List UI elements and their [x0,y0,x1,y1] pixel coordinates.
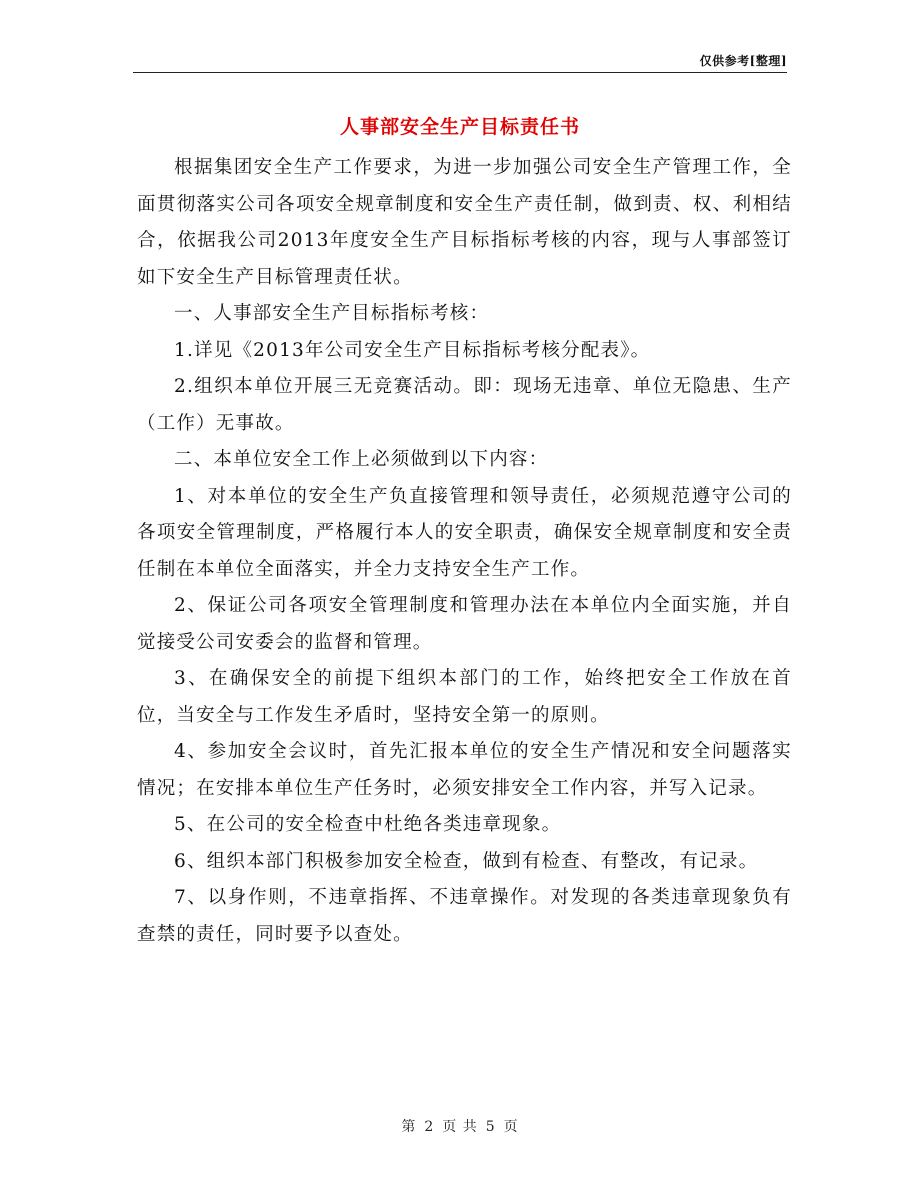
paragraph-item: 2、保证公司各项安全管理制度和管理办法在本单位内全面实施，并自觉接受公司安委会的监督和管理。 [137,595,792,653]
paragraph-item: 4、参加安全会议时，首先汇报本单位的安全生产情况和安全问题落实情况；在安排本单位生产任务时，必须安排安全工作内容，并写入记录。 [137,741,792,799]
footer-suffix: 页 [503,1119,519,1135]
paragraph-item: 1.详见《2013年公司安全生产目标指标考核分配表》。 [174,339,651,361]
section-heading-1: 一、人事部安全生产目标指标考核： [174,303,490,324]
page-footer [0,1116,920,1136]
footer-prefix: 第 [401,1119,417,1135]
paragraph-intro: 根据集团安全生产工作要求，为进一步加强公司安全生产管理工作，全面贯彻落实公司各项安全规章制度和安全生产责任制，做到责、权、利相结合，依据我公司2013年度安全生产目标指标考核的内容，现与人事部签订如下安全生产目标管理责任状。 [137,157,792,288]
page-header [133,52,787,73]
paragraph-item: 6、组织本部门积极参加安全检查，做到有检查、有整改，有记录。 [174,850,759,872]
document-body [137,150,792,953]
paragraph-item: 2.组织本单位开展三无竞赛活动。即：现场无违章、单位无隐患、生产（工作）无事故。 [137,376,792,434]
paragraph-item: 1、对本单位的安全生产负直接管理和领导责任，必须规范遵守公司的各项安全管理制度，严格履行本人的安全职责，确保安全规章制度和安全责任制在本单位全面落实，并全力支持安全生产工作。 [137,485,792,580]
paragraph-item: 3、在确保安全的前提下组织本部门的工作，始终把安全工作放在首位，当安全与工作发生矛盾时，坚持安全第一的原则。 [137,668,792,726]
footer-page-number: 2 [424,1119,435,1135]
footer-middle: 页 共 [442,1119,478,1135]
footer-total-pages: 5 [485,1119,496,1135]
section-heading-2: 二、本单位安全工作上必须做到以下内容： [174,449,549,470]
header-label: 仅供参考[整理] [699,54,787,68]
paragraph-item: 7、以身作则，不违章指挥、不违章操作。对发现的各类违章现象负有查禁的责任，同时要予以查处。 [137,887,792,945]
paragraph-item: 5、在公司的安全检查中杜绝各类违章现象。 [174,814,562,835]
document-title: 人事部安全生产目标责任书 [339,116,580,138]
